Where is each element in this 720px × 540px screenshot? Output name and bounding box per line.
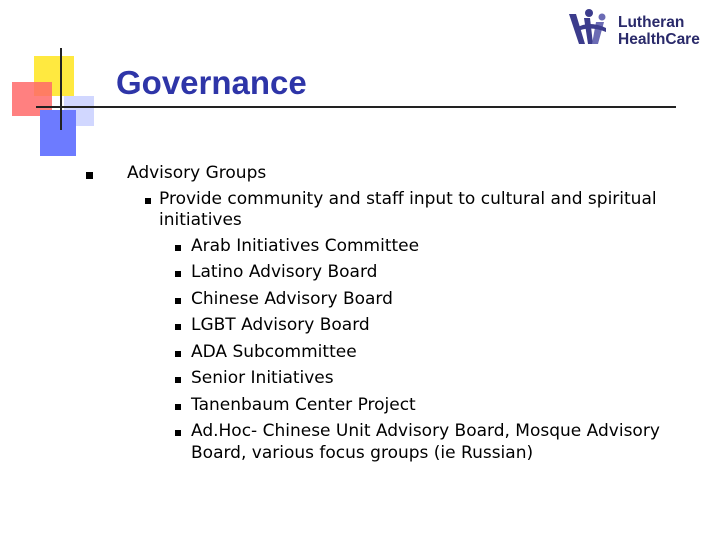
- list-item: Chinese Advisory Board: [191, 289, 393, 309]
- bullet-square-icon: [175, 324, 181, 330]
- list-item: LGBT Advisory Board: [191, 315, 370, 335]
- decor-blue-square: [40, 110, 76, 156]
- list-item: Latino Advisory Board: [191, 262, 378, 282]
- bullet-square-icon: [175, 404, 181, 410]
- list-item-level1: Advisory Groups: [127, 163, 267, 183]
- logo-line1: Lutheran: [618, 14, 685, 31]
- bullet-square-icon: [86, 172, 93, 179]
- title-underline: [36, 106, 676, 108]
- logo-line2: HealthCare: [618, 31, 700, 48]
- lutheran-logo: [566, 8, 716, 52]
- list-item-continuation: Board, various focus groups (ie Russian): [191, 443, 534, 463]
- list-item: Senior Initiatives: [191, 368, 334, 388]
- list-item: Ad.Hoc- Chinese Unit Advisory Board, Mosque Advisory: [191, 421, 660, 441]
- list-item: Tanenbaum Center Project: [191, 395, 416, 415]
- decor-vertical-line: [60, 48, 62, 130]
- bullet-square-icon: [175, 298, 181, 304]
- list-item: ADA Subcommittee: [191, 342, 357, 362]
- list-item: Arab Initiatives Committee: [191, 236, 420, 256]
- bullet-square-icon: [175, 245, 181, 251]
- list-item-level2: Provide community and staff input to cultural and spiritual: [159, 189, 657, 209]
- bullet-square-icon: [175, 271, 181, 277]
- bullet-square-icon: [175, 351, 181, 357]
- logo-text: [618, 14, 700, 48]
- list-item-level2-continuation: initiatives: [159, 210, 242, 230]
- bullet-square-icon: [145, 198, 151, 204]
- bullet-square-icon: [175, 430, 181, 436]
- slide-title: Governance: [116, 64, 307, 101]
- lutheran-figures-icon: [566, 8, 612, 50]
- bullet-square-icon: [175, 377, 181, 383]
